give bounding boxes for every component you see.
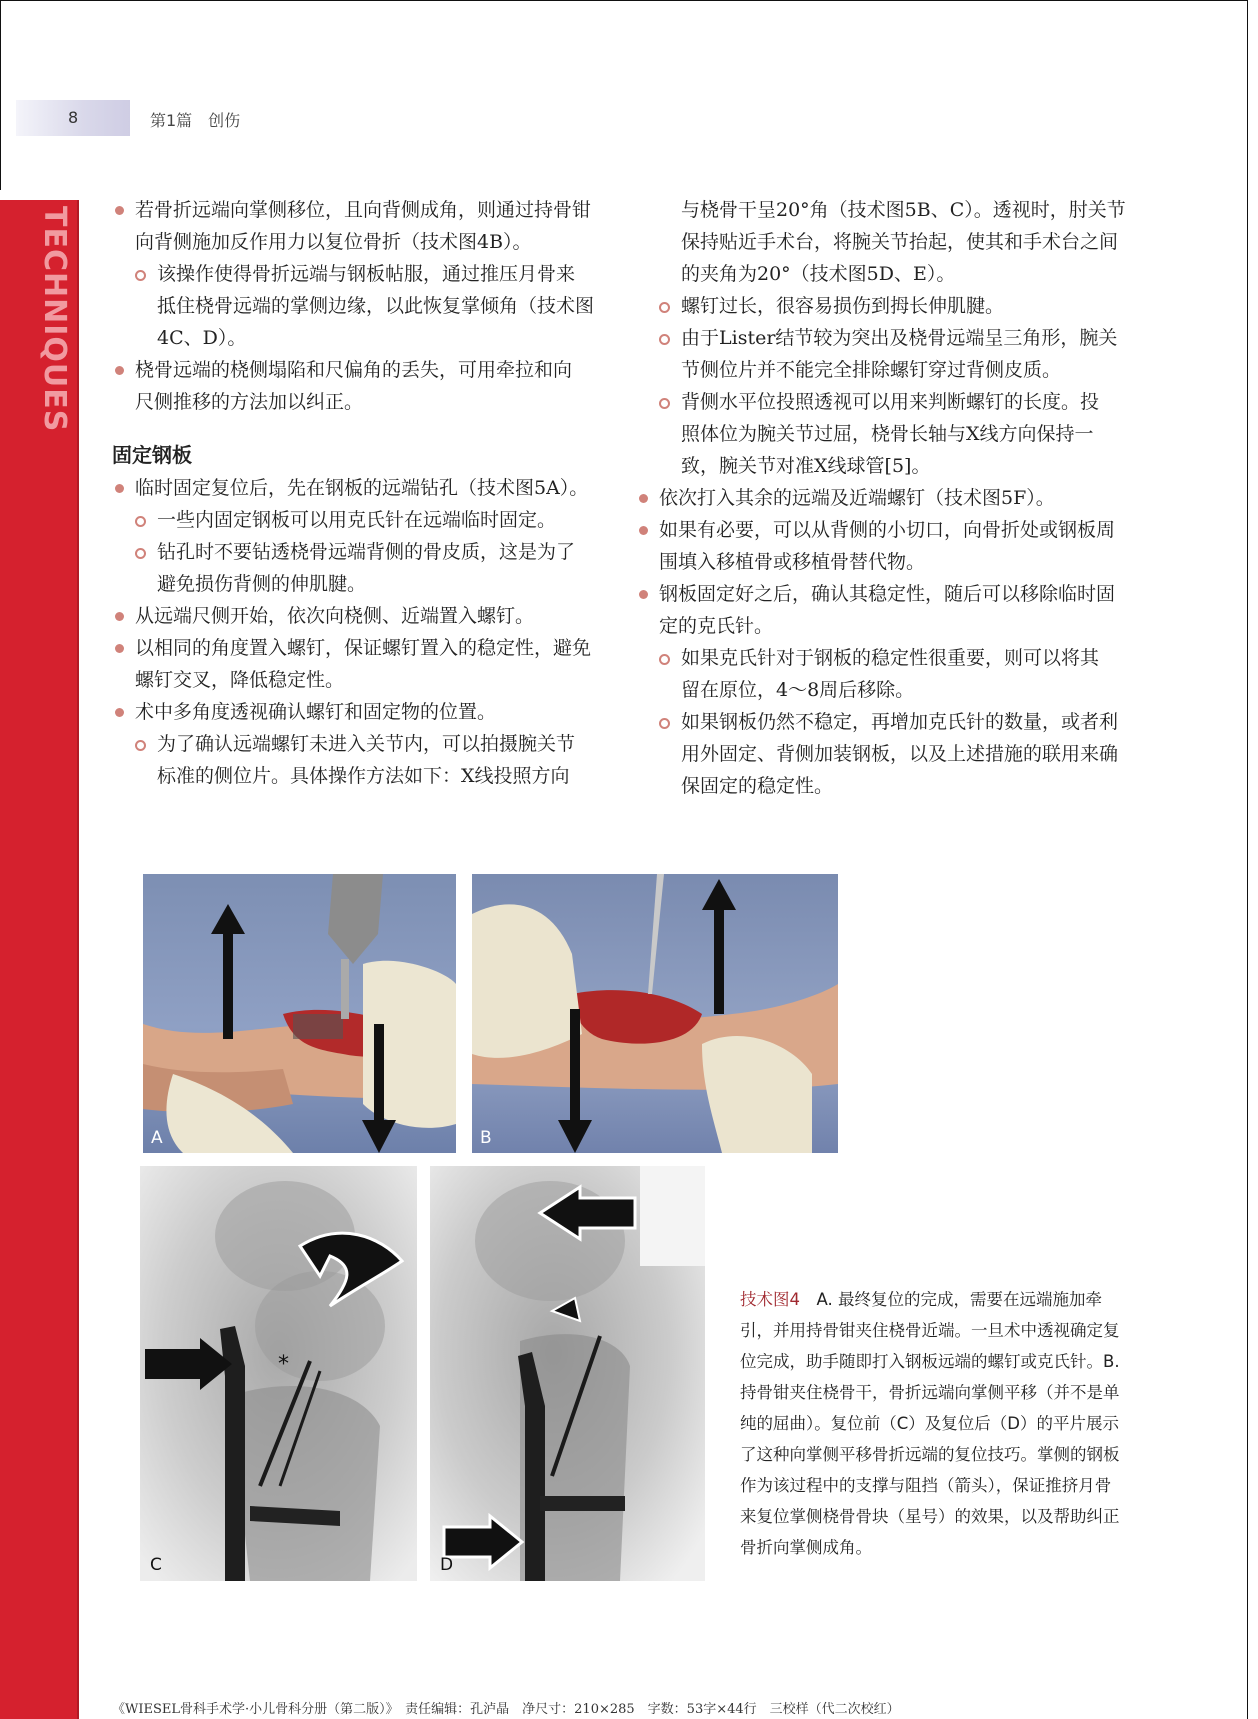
text-line: 临时固定复位后，先在钢板的远端钻孔（技术图5A）。 — [135, 477, 589, 499]
figure-a-label: A — [151, 1128, 163, 1148]
sub-bullet-item — [636, 194, 1126, 290]
text-line: 桡骨远端的桡侧塌陷和尺偏角的丢失，可用牵拉和向 — [135, 359, 573, 381]
side-red-bar-edge — [77, 200, 79, 1719]
text-line: 背侧水平位投照透视可以用来判断螺钉的长度。投 — [681, 391, 1100, 413]
running-head: 第1篇 创伤 — [150, 111, 241, 130]
text-line: 以相同的角度置入螺钉，保证螺钉置入的稳定性，避免 — [135, 637, 592, 659]
bullet-item — [636, 514, 1126, 578]
sub-bullet-item — [112, 728, 602, 792]
text-line: 抵住桡骨远端的掌侧边缘，以此恢复掌倾角（技术图 — [157, 295, 595, 317]
caption-label: 技术图4 — [740, 1290, 800, 1309]
figure-a-photo — [143, 874, 456, 1153]
text-line: 与桡骨干呈20°角（技术图5B、C）。透视时，肘关节 — [681, 199, 1126, 221]
bullet-item — [112, 600, 602, 632]
caption-text: A. 最终复位的完成，需要在远端施加牵引，并用持骨钳夹住桡骨近端。一旦术中透视确定复位完成，助手随即打入钢板远端的螺钉或克氏针。B. 持骨钳夹住桡骨干，骨折远端向掌侧平移（并不是单纯的屈曲）。复位前（C）及复位后（D）的平片展示了这种向掌侧平移骨折远端的复位技巧。掌侧的钢板作为该过程中的支撑与阻挡（箭头），保证推挤月骨来复位掌侧桡骨骨块（星号）的效果，以及帮助纠正骨折向掌侧成角。 — [740, 1290, 1120, 1557]
sub-bullet-item — [636, 642, 1126, 706]
text-line: 照体位为腕关节过屈，桡骨长轴与X线方向保持一 — [681, 423, 1094, 445]
text-line: 从远端尺侧开始，依次向桡侧、近端置入螺钉。 — [135, 605, 535, 627]
text-line: 若骨折远端向掌侧移位，且向背侧成角，则通过持骨钳 — [135, 199, 592, 221]
bullet-item — [112, 472, 602, 504]
sub-bullet-item — [636, 386, 1126, 482]
figure-b-photo — [472, 874, 838, 1153]
text-line: 螺钉过长，很容易损伤到拇长伸肌腱。 — [681, 295, 1005, 317]
bullet-item — [636, 578, 1126, 642]
side-tab-label — [34, 206, 74, 433]
bullet-item — [112, 632, 602, 696]
text-line: 由于Lister结节较为突出及桡骨远端呈三角形，腕关 — [681, 327, 1118, 349]
text-line: 如果钢板仍然不稳定，再增加克氏针的数量，或者利 — [681, 711, 1119, 733]
crop-mark-left — [0, 0, 1, 190]
crop-mark-right — [1247, 0, 1248, 1719]
text-line: 为了确认远端螺钉未进入关节内，可以拍摄腕关节 — [157, 733, 576, 755]
left-column — [112, 194, 602, 792]
text-line: 4C、D）。 — [157, 327, 247, 349]
sub-bullet-item — [112, 536, 602, 600]
text-line: 向背侧施加反作用力以复位骨折（技术图4B）。 — [135, 231, 532, 253]
page-number: 8 — [68, 108, 79, 127]
text-line: 致，腕关节对准X线球管[5]。 — [681, 455, 931, 477]
figure-c-label: C — [150, 1555, 162, 1575]
text-line: 钢板固定好之后，确认其稳定性，随后可以移除临时固 — [659, 583, 1116, 605]
figure-b-graphic — [472, 874, 838, 1153]
side-tab-text: TECHNIQUES — [37, 206, 72, 433]
figure-d-label: D — [440, 1555, 454, 1575]
sub-bullet-item — [636, 706, 1126, 802]
sub-bullet-item — [112, 504, 602, 536]
text-line: 节侧位片并不能完全排除螺钉穿过背侧皮质。 — [681, 359, 1062, 381]
print-footer: 《WIESEL骨科手术学·小儿骨科分册（第二版）》 责任编辑：孔泸晶 净尺寸：210×285 字数：53字×44行 三校样（代二次校红） — [112, 1702, 900, 1717]
text-line: 避免损伤背侧的伸肌腱。 — [157, 573, 367, 595]
text-line: 钻孔时不要钻透桡骨远端背侧的骨皮质，这是为了 — [157, 541, 576, 563]
figure-d-xray — [430, 1166, 705, 1581]
sub-bullet-item — [636, 290, 1126, 322]
figure-a-graphic — [143, 874, 456, 1153]
figure-c-asterisk: * — [278, 1352, 289, 1377]
sub-bullet-item — [112, 258, 602, 354]
text-line: 定的克氏针。 — [659, 615, 774, 637]
figure-c-xray — [140, 1166, 417, 1581]
text-line: 螺钉交叉，降低稳定性。 — [135, 669, 345, 691]
bullet-item — [112, 354, 602, 418]
crop-mark-top — [0, 0, 1248, 1]
text-line: 依次打入其余的远端及近端螺钉（技术图5F）。 — [659, 487, 1055, 509]
text-line: 尺侧推移的方法加以纠正。 — [135, 391, 364, 413]
text-line: 标准的侧位片。具体操作方法如下：X线投照方向 — [157, 765, 570, 787]
text-line: 如果克氏针对于钢板的稳定性很重要，则可以将其 — [681, 647, 1100, 669]
figure-caption — [740, 1284, 1126, 1563]
section-title: 固定钢板 — [112, 443, 192, 467]
text-line: 留在原位，4～8周后移除。 — [681, 679, 915, 701]
figure-b-label: B — [480, 1128, 492, 1148]
text-line: 的夹角为20°（技术图5D、E）。 — [681, 263, 956, 285]
figure-d-graphic — [430, 1166, 705, 1581]
text-line: 用外固定、背侧加装钢板，以及上述措施的联用来确 — [681, 743, 1119, 765]
text-line: 如果有必要，可以从背侧的小切口，向骨折处或钢板周 — [659, 519, 1116, 541]
text-line: 该操作使得骨折远端与钢板帖服，通过推压月骨来 — [157, 263, 576, 285]
bullet-item — [636, 482, 1126, 514]
text-line: 围填入移植骨或移植骨替代物。 — [659, 551, 926, 573]
bullet-item — [112, 696, 602, 728]
text-line: 保持贴近手术台，将腕关节抬起，使其和手术台之间 — [681, 231, 1119, 253]
right-column — [636, 194, 1126, 802]
sub-bullet-item — [636, 322, 1126, 386]
text-line: 一些内固定钢板可以用克氏针在远端临时固定。 — [157, 509, 557, 531]
text-line: 保固定的稳定性。 — [681, 775, 834, 797]
bullet-item — [112, 194, 602, 258]
text-line: 术中多角度透视确认螺钉和固定物的位置。 — [135, 701, 497, 723]
